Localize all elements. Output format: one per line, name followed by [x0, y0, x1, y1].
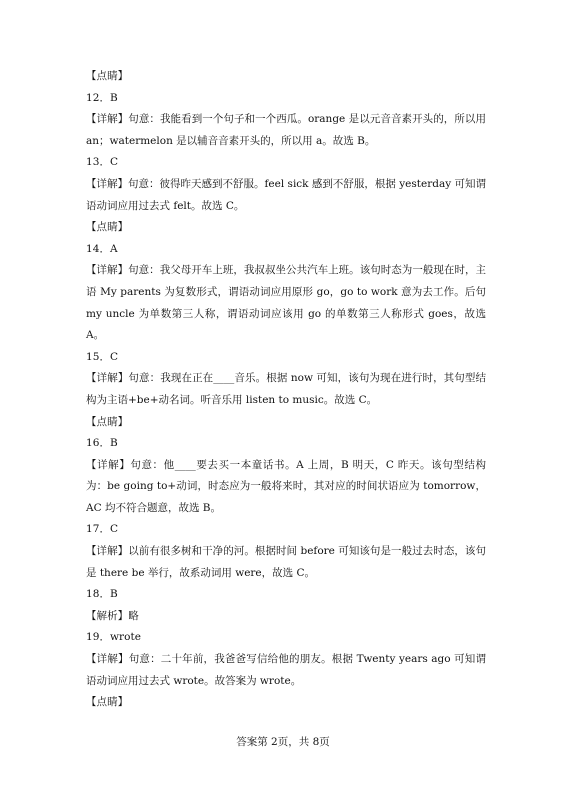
explanation-paragraph: 【详解】以前有很多树和干净的河。根据时间 before 可知该句是一般过去时态，该句是 there be 举行，故系动词用 were，故选 C。 [86, 545, 486, 579]
answer-content [86, 66, 486, 714]
note-heading: 【点睛】 [86, 696, 129, 709]
explanation-paragraph: 【详解】句意：他____要去买一本童话书。A 上周，B 明天，C 昨天。该句型结构为：be going to+动词，时态应为一般将来时，其对应的时间状语应为 tomorrow，AC 均不符合题意，故选 B。 [86, 458, 486, 514]
answer-number: 16．B [86, 437, 118, 450]
explanation-paragraph: 【详解】句意：我父母开车上班，我叔叔坐公共汽车上班。该句时态为一般现在时，主语 My parents 为复数形式，谓语动词应用原形 go，go to work 意为去工作。后句 my uncle 为单数第三人称，谓语动词应该用 go 的单数第三人称形式 goes，故选 A。 [86, 264, 486, 342]
note-heading: 【点睛】 [86, 221, 129, 234]
page-footer: 答案第 2页，共 8页 [236, 736, 330, 748]
analysis-line: 【解析】略 [86, 609, 139, 622]
answer-number: 13．C [86, 156, 119, 169]
note-heading: 【点睛】 [86, 415, 129, 428]
explanation-paragraph: 【详解】句意：二十年前，我爸爸写信给他的朋友。根据 Twenty years ago 可知谓语动词应用过去式 wrote。故答案为 wrote。 [86, 653, 486, 687]
note-heading: 【点睛】 [86, 70, 129, 82]
answer-number: 14．A [86, 242, 118, 255]
answer-number: 15．C [86, 350, 119, 363]
explanation-paragraph: 【详解】句意：彼得昨天感到不舒服。feel sick 感到不舒服，根据 yesterday 可知谓语动词应用过去式 felt。故选 C。 [86, 177, 486, 212]
answer-number: 12．B [86, 91, 118, 104]
answer-number: 18．B [86, 588, 118, 601]
answer-number: 19．wrote [86, 631, 142, 644]
answer-number: 17．C [86, 523, 119, 536]
explanation-paragraph: 【详解】句意：我现在正在____音乐。根据 now 可知，该句为现在进行时，其句型结构为主语+be+动名词。听音乐用 listen to music。故选 C。 [86, 372, 486, 406]
explanation-paragraph: 【详解】句意：我能看到一个句子和一个西瓜。orange 是以元音音素开头的，所以用 an；watermelon 是以辅音音素开头的，所以用 a。故选 B。 [86, 113, 486, 147]
